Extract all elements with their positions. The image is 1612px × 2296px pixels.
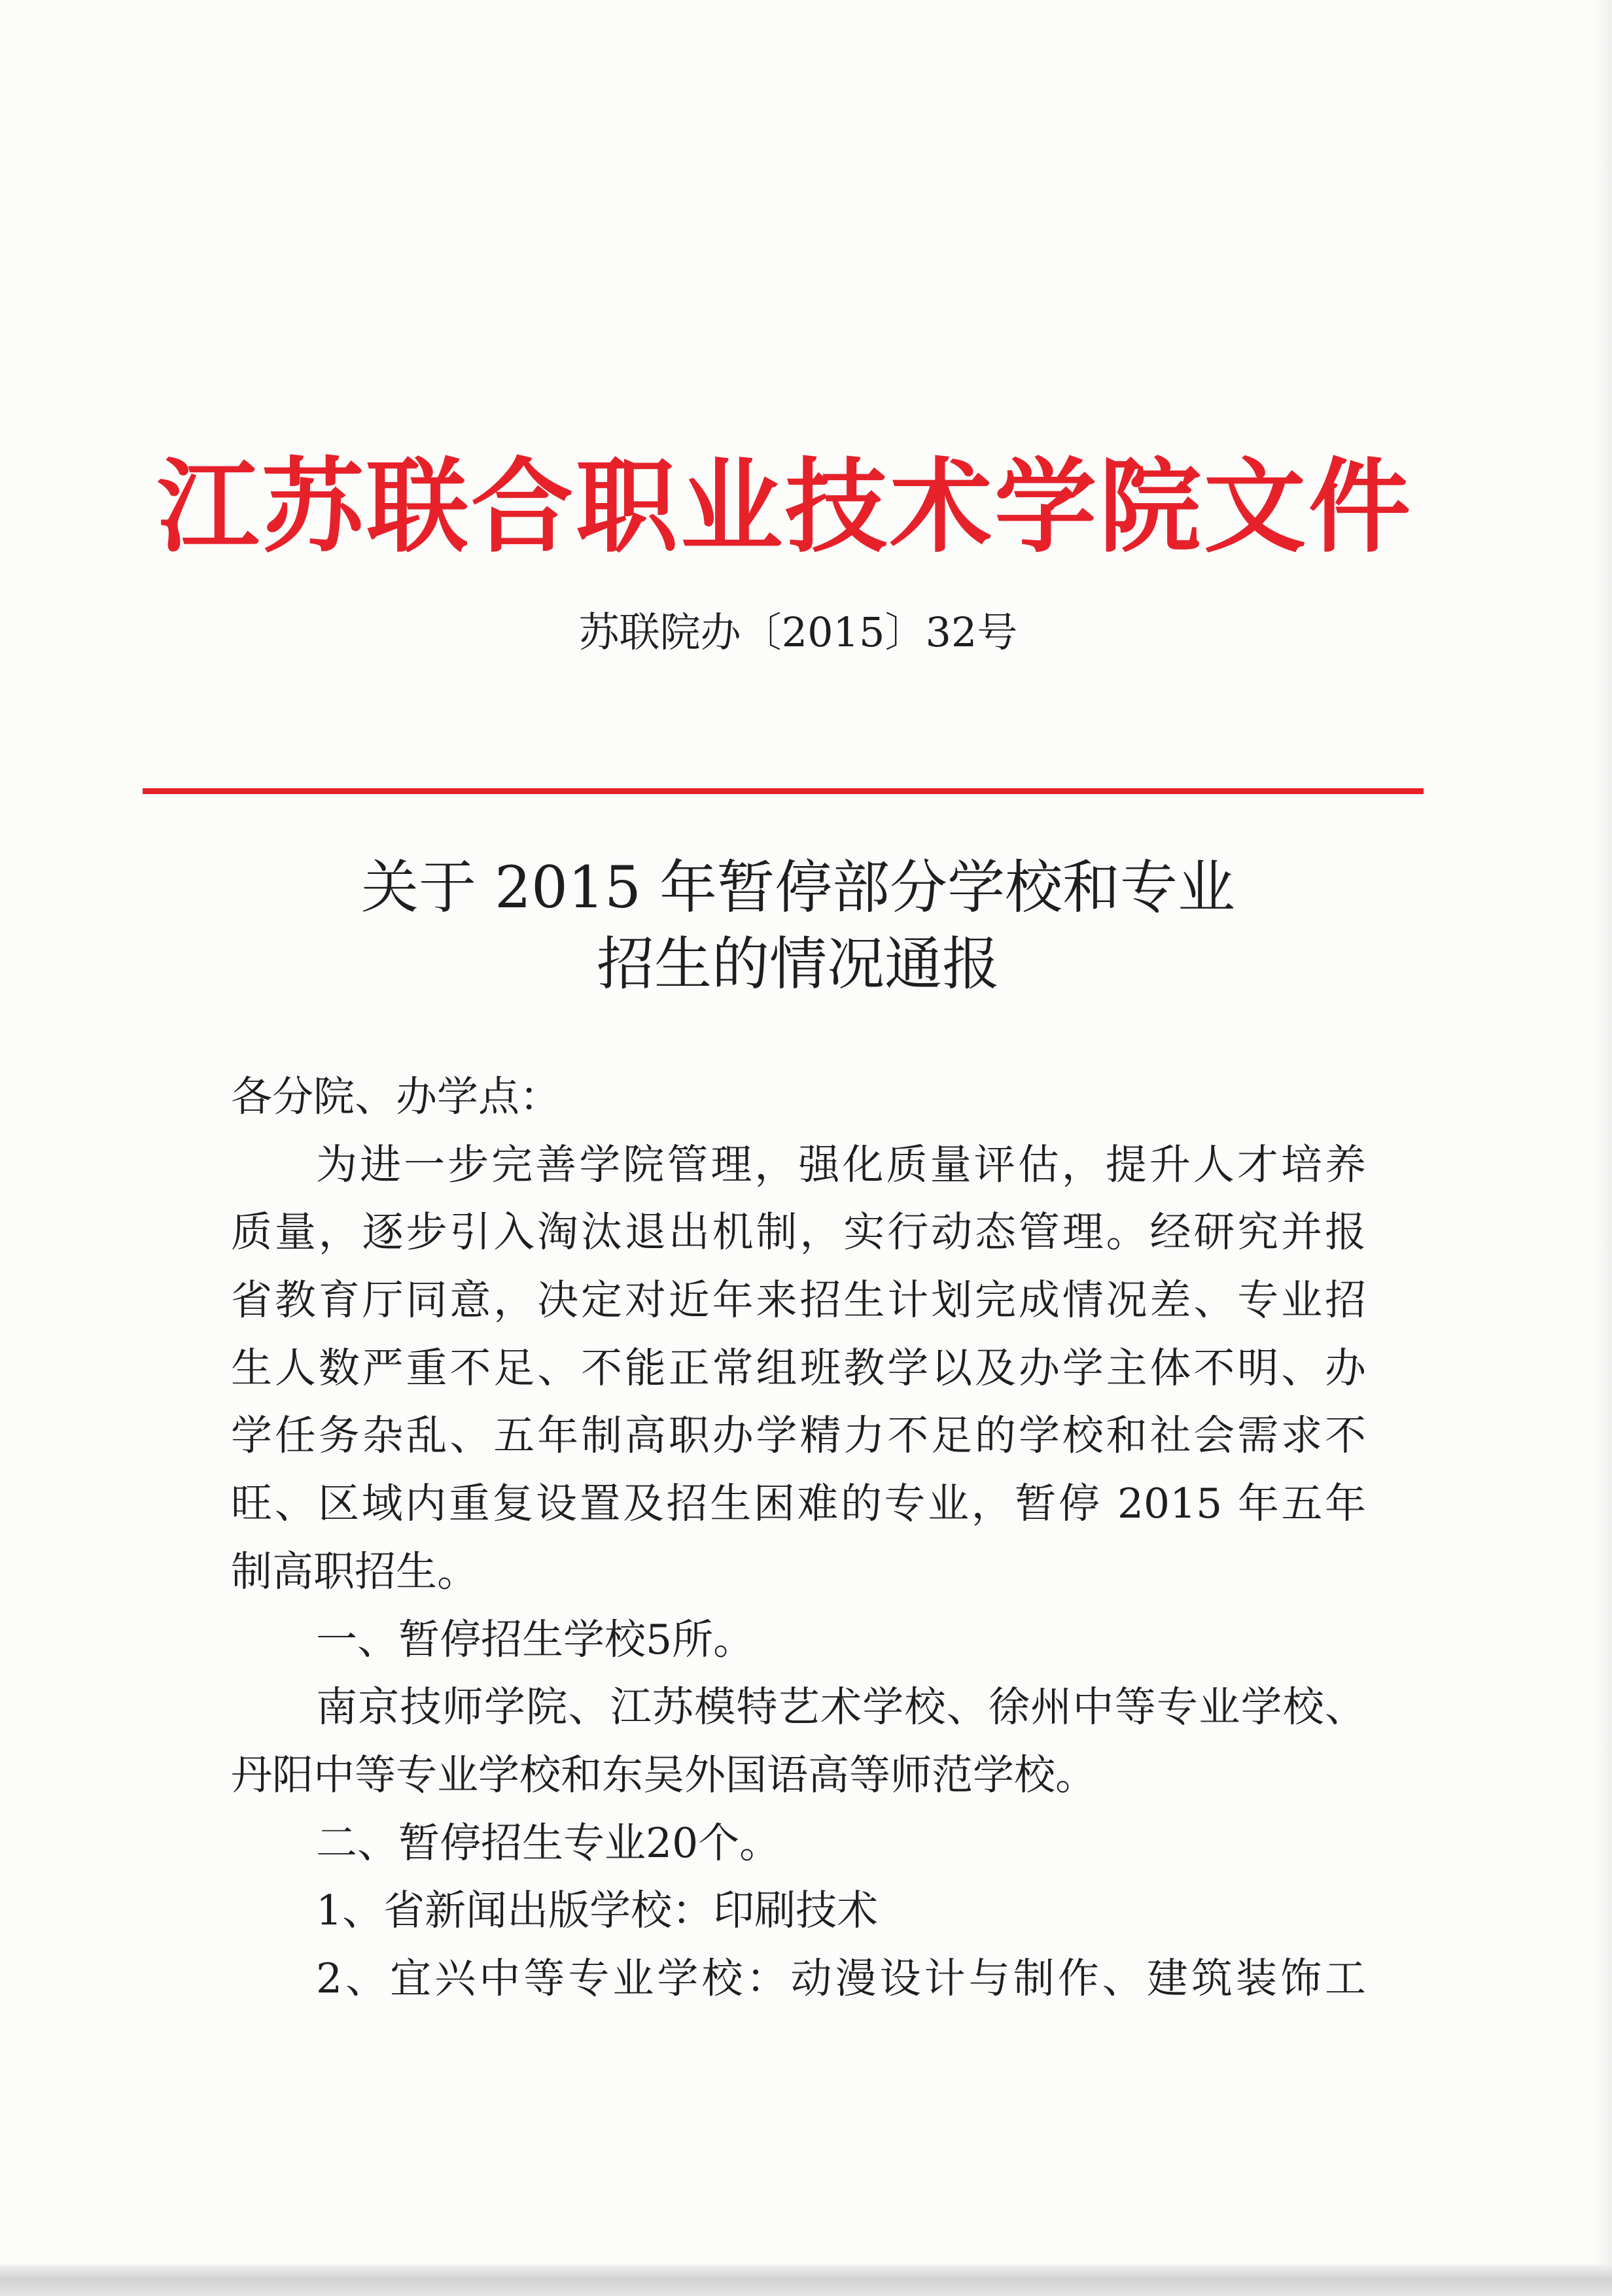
body-line: 旺、区域内重复设置及招生困难的专业，暂停 2015 年五年 — [231, 1480, 1366, 1528]
section-heading-schools: 一、暂停招生学校5所。 — [316, 1615, 755, 1663]
body-line: 南京技师学院、江苏模特艺术学校、徐州中等专业学校、 — [316, 1683, 1366, 1731]
notice-body — [231, 1063, 1366, 2013]
body-line: 学任务杂乱、五年制高职办学精力不足的学校和社会需求不 — [231, 1412, 1366, 1460]
red-divider-line — [143, 788, 1424, 794]
list-item: 1、省新闻出版学校：印刷技术 — [316, 1887, 879, 1935]
body-line: 质量，逐步引入淘汰退出机制，实行动态管理。经研究并报 — [231, 1208, 1366, 1257]
document-header-title: 江苏联合职业技术学院文件 — [157, 447, 1413, 566]
list-item: 2、宜兴中等专业学校：动漫设计与制作、建筑装饰工 — [316, 1954, 1366, 2002]
body-line: 丹阳中等专业学校和东吴外国语高等师范学校。 — [231, 1750, 1096, 1799]
notice-title-line: 招生的情况通报 — [596, 930, 1000, 998]
document-number: 苏联院办〔2015〕32号 — [578, 608, 1018, 656]
scan-right-shadow — [1594, 0, 1612, 2265]
body-line: 制高职招生。 — [231, 1547, 478, 1595]
salutation: 各分院、办学点： — [231, 1073, 561, 1121]
body-line: 为进一步完善学院管理，强化质量评估，提升人才培养 — [316, 1140, 1366, 1189]
body-line: 省教育厅同意，决定对近年来招生计划完成情况差、专业招 — [231, 1276, 1366, 1325]
notice-title — [131, 849, 1465, 1002]
section-heading-majors: 二、暂停招生专业20个。 — [316, 1818, 781, 1867]
notice-title-line: 关于 2015 年暂停部分学校和专业 — [361, 854, 1235, 921]
body-line: 生人数严重不足、不能正常组班教学以及办学主体不明、办 — [231, 1344, 1366, 1392]
scan-bottom-edge — [0, 2265, 1612, 2296]
